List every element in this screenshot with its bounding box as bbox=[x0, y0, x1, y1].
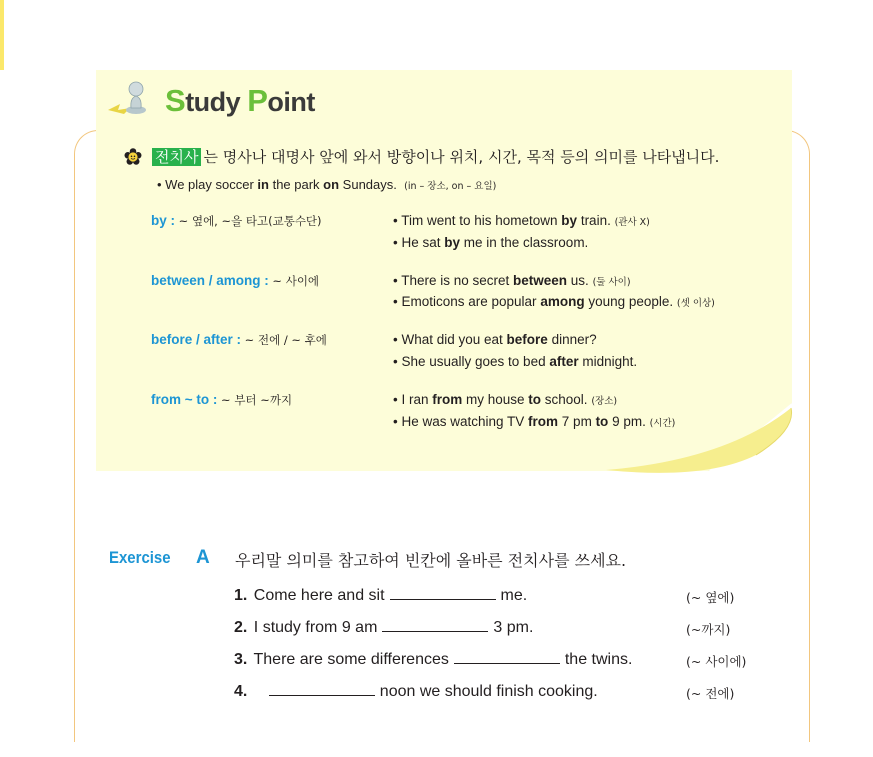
question-hint: (~ 사이에) bbox=[686, 654, 747, 669]
example-line: • He sat by me in the classroom. bbox=[393, 235, 589, 250]
question-hint: (~ 옆에) bbox=[686, 590, 735, 605]
exercise-label: Exercise bbox=[109, 548, 171, 567]
answer-blank[interactable] bbox=[454, 650, 560, 664]
answer-blank[interactable] bbox=[269, 682, 375, 696]
question-1: 1. Come here and sit me. bbox=[234, 587, 528, 604]
intro-sentence: 전치사 는 명사나 대명사 앞에 와서 방향이나 위치, 시간, 목적 등의 의미를 나타냅니다. bbox=[152, 146, 719, 167]
study-point-title: Study Point bbox=[165, 83, 315, 118]
study-figure-icon bbox=[106, 80, 152, 116]
highlight-term: 전치사 bbox=[152, 148, 201, 166]
question-4: 4. noon we should finish cooking. bbox=[234, 683, 598, 700]
rule-label-by: by : ~ 옆에, ~을 타고(교통수단) bbox=[151, 213, 322, 228]
answer-blank[interactable] bbox=[382, 618, 488, 632]
rule-label-before-after: before / after : ~ 전에 / ~ 후에 bbox=[151, 332, 327, 347]
page-curl-icon bbox=[606, 400, 806, 480]
rule-label-from-to: from ~ to : ~ 부터 ~까지 bbox=[151, 392, 293, 407]
corner-tab bbox=[0, 0, 4, 70]
example-line: • Emoticons are popular among young people. (셋 이상) bbox=[393, 294, 715, 309]
exercise-instruction: 우리말 의미를 참고하여 빈칸에 올바른 전치사를 쓰세요. bbox=[235, 551, 627, 570]
question-2: 2. I study from 9 am 3 pm. bbox=[234, 619, 534, 636]
example-line: • What did you eat before dinner? bbox=[393, 332, 597, 347]
example-line: • There is no secret between us. (둘 사이) bbox=[393, 273, 631, 288]
question-3: 3. There are some differences the twins. bbox=[234, 651, 633, 668]
example-line: • I ran from my house to school. (장소) bbox=[393, 392, 618, 407]
example-line: • He was watching TV from 7 pm to 9 pm. (시간) bbox=[393, 414, 676, 429]
question-hint: (~까지) bbox=[686, 622, 731, 637]
example-line: • Tim went to his hometown by train. (관사 X) bbox=[393, 213, 650, 228]
flower-icon bbox=[124, 148, 142, 166]
exercise-letter: A bbox=[196, 547, 210, 568]
answer-blank[interactable] bbox=[390, 586, 496, 600]
question-hint: (~ 전에) bbox=[686, 686, 735, 701]
example-line: • She usually goes to bed after midnight. bbox=[393, 354, 638, 369]
intro-example: • We play soccer in the park on Sundays. (in – 장소, on – 요일) bbox=[157, 177, 497, 192]
rule-label-between-among: between / among : ~ 사이에 bbox=[151, 273, 320, 288]
page-frame-left bbox=[74, 130, 98, 742]
